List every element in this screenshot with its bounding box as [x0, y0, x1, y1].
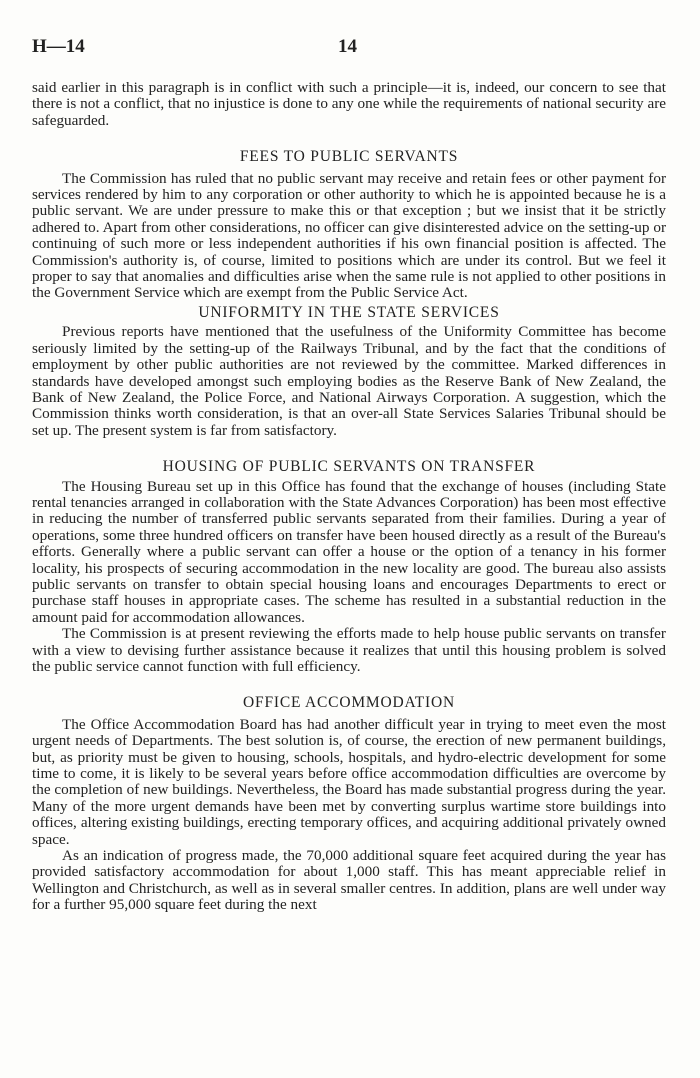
fees-paragraph: The Commission has ruled that no public servant may receive and retain fees or other payment for services rendered by him to any corporation or other authority to which he is appointed because he is a public servant. We are under pressure to make this or that exception ; but we insist that it be strictly adhered to. Apart from other considerations, no officer can give disinterested advice on the setting-up or continuing of such more or less independent authorities if his own financial position is affected. The Commission's authority is, of course, limited to positions which are under its control. But we feel it proper to say that anomalies and difficulties arise when the same rule is not applied to other positions in the Government Service which are exempt from the Public Service Act. [32, 169, 666, 302]
office-paragraph-1: The Office Accommodation Board has had another difficult year in trying to meet even the most urgent needs of Departments. The best solution is, of course, the erection of new permanent buildings, but, as priority must be given to housing, schools, hospitals, and hydro-electric development for some time to come, it is likely to be several years before office accommodation difficulties are overcome by the completion of new buildings. Nevertheless, the Board has made substantial progress during the year. Many of the more urgent demands have been met by converting surplus wartime store buildings into offices, altering existing buildings, erecting temporary offices, and acquiring additional privately owned space. [32, 715, 666, 848]
housing-paragraph-1: The Housing Bureau set up in this Office has found that the exchange of houses (including State rental tenancies arranged in collaboration with the State Advances Corporation) has been most effective in reducing the number of transferred public servants separated from their families. During a year of operations, some three hundred officers on transfer have been housed directly as a result of the Bureau's efforts. Generally where a public servant can offer a house or the option of a tenancy in his former locality, his prospects of securing accommodation in the new locality are good. The bureau also assists public servants on transfer to obtain special housing loans and encourages Departments to erect or purchase staff houses in appropriate cases. The scheme has resulted in a substantial reduction in the amount paid for accommodation allowances. [32, 477, 666, 626]
document-reference: H—14 [32, 36, 85, 57]
heading-office-accommodation: OFFICE ACCOMMODATION [243, 694, 455, 712]
uniformity-paragraph: Previous reports have mentioned that the usefulness of the Uniformity Committee has become seriously limited by the setting-up of the Railways Tribunal, and by the fact that the conditions of employment by other public authorities are not reviewed by the committee. Marked differences in standards have developed amongst such employing bodies as the Reserve Bank of New Zealand, the Bank of New Zealand, the Police Force, and National Airways Corporation. A suggestion, which the Commission thinks worth consideration, is that an over-all State Services Salaries Tribunal should be set up. The present system is far from satisfactory. [32, 323, 666, 439]
page-number: 14 [338, 36, 357, 57]
heading-uniformity-in-state-services: UNIFORMITY IN THE STATE SERVICES [198, 303, 500, 321]
intro-paragraph: said earlier in this paragraph is in conflict with such a principle—it is, indeed, our concern to see that there is not a conflict, that no injustice is done to any one while the requirements of national security are safeguarded. [32, 79, 666, 129]
housing-paragraph-2: The Commission is at present reviewing the efforts made to help house public servants on transfer with a view to devising further assistance because it realizes that until this housing problem is solved the public service cannot function with full efficiency. [32, 625, 666, 675]
body-text [32, 80, 666, 914]
office-paragraph-2: As an indication of progress made, the 70,000 additional square feet acquired during the year has provided satisfactory accommodation for about 1,000 staff. This has meant appreciable relief in Wellington and Christchurch, as well as in several smaller centres. In addition, plans are well under way for a further 95,000 square feet during the next [32, 847, 666, 914]
heading-fees-to-public-servants: FEES TO PUBLIC SERVANTS [239, 148, 459, 166]
page-header [32, 36, 668, 58]
heading-housing-of-public-servants: HOUSING OF PUBLIC SERVANTS ON TRANSFER [162, 458, 536, 476]
